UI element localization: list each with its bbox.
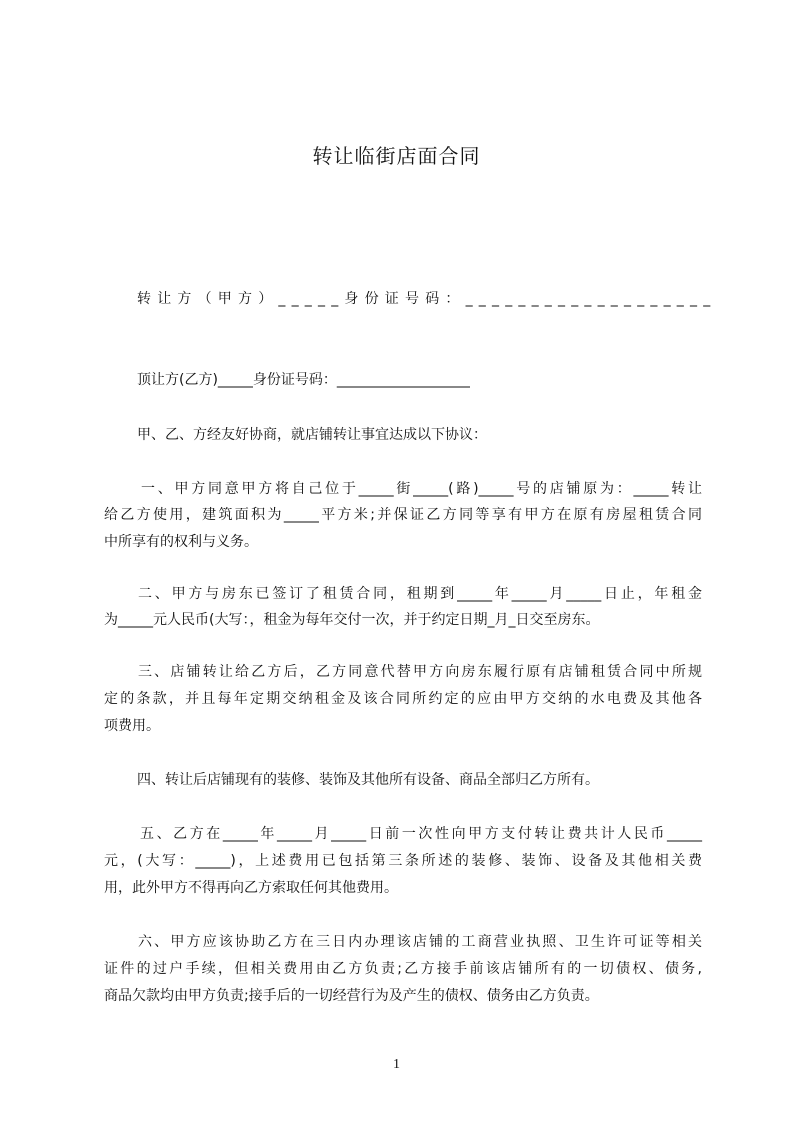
page-number: 1	[393, 1057, 400, 1072]
clause-2-line-2: 为_____元人民币(大写：，租金为每年交付一次，并于约定日期_月_日交至房东。	[104, 612, 600, 628]
party-b-line: 顶让方(乙方)_____身份证号码：___________________	[137, 372, 470, 388]
clause-1-line-2: 给乙方使用，建筑面积为_____平方米;并保证乙方同等享有甲方在原有房屋租赁合同	[104, 507, 702, 523]
clause-4-line-1: 四、转让后店铺现有的装修、装饰及其他所有设备、商品全部归乙方所有。	[137, 772, 599, 788]
clause-3-line-2: 定的条款，并且每年定期交纳租金及该合同所约定的应由甲方交纳的水电费及其他各	[104, 691, 702, 707]
clause-6-line-1: 六、甲方应该协助乙方在三日内办理该店铺的工商营业执照、卫生许可证等相关	[138, 934, 702, 950]
document-title: 转让临街店面合同	[312, 144, 481, 168]
clause-3-line-1: 三、店铺转让给乙方后，乙方同意代替甲方向房东履行原有店铺租赁合同中所规	[138, 664, 702, 680]
clause-6-line-2: 证件的过户手续，但相关费用由乙方负责;乙方接手前该店铺所有的一切债权、债务,	[104, 961, 702, 977]
clause-2-line-1: 二、甲方与房东已签订了租赁合同，租期到_____年_____月_____日止，年租金	[138, 586, 702, 602]
clause-5-line-3: 用，此外甲方不得再向乙方索取任何其他费用。	[104, 880, 398, 896]
clause-1-line-1: 一、甲方同意甲方将自己位于_____街_____(路)_____号的店铺原为：_____转让	[141, 481, 702, 497]
clause-6-line-3: 商品欠款均由甲方负责;接手后的一切经营行为及产生的债权、债务由乙方负责。	[104, 988, 599, 1004]
clause-5-line-1: 五、乙方在_____年_____月_____日前一次性向甲方支付转让费共计人民币_____	[140, 826, 702, 842]
clause-5-line-2: 元，(大写：_____)，上述费用已包括第三条所述的装修、装饰、设备及其他相关费	[104, 853, 702, 869]
clause-3-line-3: 项费用。	[104, 718, 160, 734]
intro-paragraph: 甲、乙、方经友好协商，就店铺转让事宜达成以下协议：	[137, 427, 487, 443]
clause-1-line-3: 中所享有的权利与义务。	[104, 534, 258, 550]
party-a-line: 转让方（甲方）_____身份证号码：___________________	[137, 291, 717, 307]
